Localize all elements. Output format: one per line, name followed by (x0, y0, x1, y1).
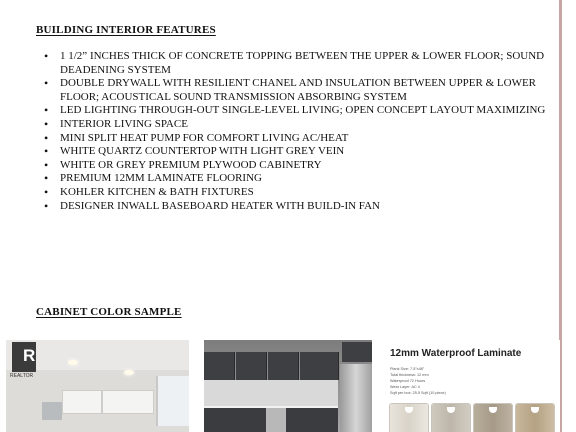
laminate-spec: Sqft per box: 25.5 Sqft (10 piece) (390, 391, 446, 395)
grey-kitchen-photo (204, 340, 372, 432)
laminate-spec: Waterproof 72 Hours (390, 379, 426, 383)
backsplash (204, 380, 338, 408)
laminate-plank (432, 404, 470, 432)
laminate-spec: Total thickness: 12 mm (390, 373, 429, 377)
pot-light (68, 360, 78, 365)
list-item: • 1 1/2” INCHES THICK OF CONCRETE TOPPING BETWEEN THE UPPER & LOWER FLOOR; SOUND DEADENING SYSTEM (44, 50, 550, 77)
realtor-logo: R (12, 342, 36, 372)
upper-cabinet (236, 352, 267, 380)
upper-cabinet (204, 352, 235, 380)
list-item: • INTERIOR LIVING SPACE (44, 118, 550, 132)
list-item: • LED LIGHTING THROUGH-OUT SINGLE-LEVEL LIVING; OPEN CONCEPT LAYOUT MAXIMIZING (44, 104, 550, 118)
list-item: • KOHLER KITCHEN & BATH FIXTURES (44, 186, 550, 200)
white-kitchen-photo (6, 340, 189, 432)
cabinet-color-heading: CABINET COLOR SAMPLE (36, 306, 182, 318)
stove (266, 408, 286, 432)
list-item: • WHITE QUARTZ COUNTERTOP WITH LIGHT GREY VEIN (44, 145, 550, 159)
window (156, 376, 189, 426)
laminate-plank (474, 404, 512, 432)
laminate-plank (390, 404, 428, 432)
realtor-logo-text: REALTOR (10, 373, 34, 379)
refrigerator (340, 364, 372, 432)
list-item: • WHITE OR GREY PREMIUM PLYWOOD CABINETRY (44, 159, 550, 173)
upper-cabinet (300, 352, 339, 380)
upper-cabinet (342, 342, 372, 362)
list-item: • MINI SPLIT HEAT PUMP FOR COMFORT LIVING AC/HEAT (44, 132, 550, 146)
list-item: • DESIGNER INWALL BASEBOARD HEATER WITH BUILD-IN FAN (44, 200, 550, 214)
laminate-plank (516, 404, 554, 432)
range-hood (42, 402, 62, 420)
upper-cabinet (102, 390, 154, 414)
interior-features-heading: BUILDING INTERIOR FEATURES (36, 24, 216, 36)
list-item: • PREMIUM 12MM LAMINATE FLOORING (44, 172, 550, 186)
laminate-spec: Wear Layer: AC 4 (390, 385, 420, 389)
laminate-spec: Plank Size: 7.5"x48" (390, 367, 425, 371)
upper-cabinet (62, 390, 102, 414)
interior-features-list (44, 50, 550, 213)
laminate-sample-photo (386, 340, 560, 432)
upper-cabinet (268, 352, 299, 380)
list-item: • DOUBLE DRYWALL WITH RESILIENT CHANEL AND INSULATION BETWEEN UPPER & LOWER FLOOR; ACOUSTICAL SOUND TRANSMISSION ABSORBING SYSTEM (44, 77, 550, 104)
laminate-title: 12mm Waterproof Laminate (390, 348, 522, 359)
pot-light (124, 370, 134, 375)
